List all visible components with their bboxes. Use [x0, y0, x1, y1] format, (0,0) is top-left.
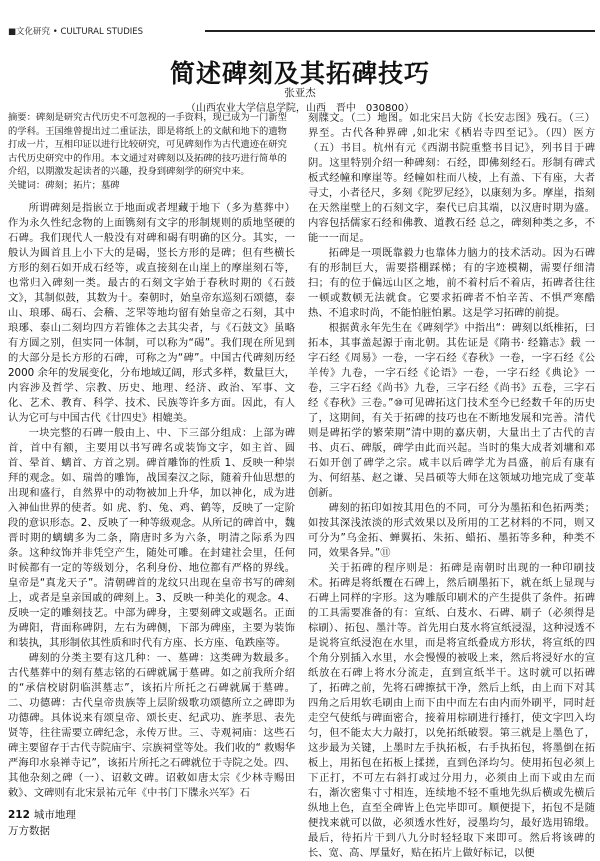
right-body: [308, 111, 595, 861]
body-paragraph: 碑刻的拓印如按其用色的不同，可分为墨拓和色拓两类；如按其深浅浓淡的形式效果以及所用的工艺材料的不同，则又可分为”乌金拓、蝉翼拓、朱拓、蜡拓、墨拓等多种，种类不同，效果各异。”⑪: [308, 502, 595, 559]
abstract: 摘要：碑刻是研究古代历史不可忽视的一手资料，现已成为一门新型的学科。王国维曾提出过二重证法，即是将纸上的文献和地下的遗物打成一片，互相印证以进行比较研究，可见碑刻作为古代遗迹在研究古代历史研究中的作用。本文通过对碑刻以及拓碑的技巧进行简单的介绍，以期激发起读者的兴趣，投身到碑刻学的研究中来。: [8, 112, 287, 178]
keywords: 关键词：碑刻；拓片；墓碑: [8, 179, 120, 191]
left-body: [8, 201, 295, 801]
author: 张亚杰: [284, 87, 316, 99]
header-rule: [205, 30, 595, 32]
database-watermark: 万方数据: [8, 825, 50, 837]
page-number: 212: [8, 809, 30, 821]
body-paragraph: 拓碑是一项既靠毅力也靠体力脑力的技术活动。因为石碑有的形制巨大，需要搭棚踩梯；有的字迹模糊，需要仔细清扫；有的位于偏远山区之地，前不着村后不着店，拓碑者往往一顿或数顿无法就食。它要求拓碑者不怕辛苦、不惧严寒酷热、不追求时尚，不能怕脏怕累。这是学习拓碑的前提。: [308, 247, 595, 319]
body-paragraph: 刻牒文。（二）地图。如北宋吕大防《长安志图》残石。（三）界至。古代各种界碑 ,如北宋《栖岩寺四至记》。（四）医方（五）书目。杭州有元《西湖书院重整书目记》，列书目于碑阴。这里特别介绍一种碑刻：石经，即佛刻经石。形制有碑式板式经幢和摩崖等。经幢如柱而八棱，上有盖、下有座，大者寻丈，小者径尺，多刻《陀罗尼经》，以康刻为多。摩崖，指刻在天然崖壁上的石刻文字，秦代已启其端，以汉唐时期为盛。内容包括儒家石经和佛教、道教石经 总之，碑刻种类之多，不能一一而足。: [308, 112, 595, 244]
section-header: ■文化研究 • CULTURAL STUDIES: [8, 27, 144, 37]
article-title: 简述碑刻及其拓碑技巧: [169, 59, 430, 88]
page-footer: [8, 807, 76, 822]
left-column: [8, 111, 295, 801]
right-column: [308, 111, 595, 859]
body-paragraph: 一块完整的石碑一般由上、中、下三部分组成：上部为碑首，首中有额，主要用以书写碑名或装饰文字，如主首、圆首、晕首、螭首、方首之别。碑首雕饰的性质 1、反映一种崇拜的观念。如、瑞兽的雕饰，战国秦汉之际，随着升仙思想的出现和盛行，自然界中的动物被加上升华，加以神化，成为进入神仙世界的使者。如 虎、豹、兔、鸡、鹤等，反映了一定阶段的意识形态。2、反映了一种等级观念。从所记的碑首中，魏晋时期的螭螭多为二条，隋唐时多为六条，明清之际系为四条。这种纹饰并非凭空产生，随处可雕。在封建社会里，任何时候都有一定的等级划分，名利身份、地位都有严格的界线。皇帝是“真龙天子”。清朝碑首的龙纹只出现在皇帝书写的碑刻上，或者是皇亲国戚的碑刻上。3、反映一种美化的观念。4、反映一定的雕刻技艺。中部为碑身，主要刻碑文或题名。正面为碑阳，背面称碑阴，左右为碑侧，下部为碑座，主要为装饰和装执，其形制依其性质和时代有方座、长方座、龟跌座等。: [8, 426, 295, 649]
affiliation: （山西农业大学信息学院，山西 晋中 030800）: [185, 103, 415, 114]
body-paragraph: 所谓碑刻是指嵌立于地面或者埋藏于地下（多为墓葬中）作为永久性纪念物的上面镌刻有文字的形制规则的质地坚硬的石碑。我们现代人一般没有对碑和碣有明确的区分。其实，一般认为圆首且上小下大的是碣，竖长方形的是碑；但有些横长方形的刻石如开成石经等，或直接刻在山崖上的摩崖刻石等，也常归入碑刻一类。最古的石刻文字始于春秋时期的《石鼓文》，其制似鼓，其数为十。秦朝时，始皇帝东巡刻石颂德，泰山、琅琊、碣石、会稽、芝罘等地均留有始皇帝之石刻，其中琅琊、泰山二刻均四方若锥体之去其尖者，与《石鼓文》虽略有方圆之别，但实同一体制，可以称为“碣”。我们现在所见到的大部分是长方形的石碑，可称之为“碑”。中国古代碑刻历经 2000 余年的发展变化，分布地域辽阔，形式多样，数量巨大，内容涉及哲学、宗教、历史、地理、经济、政治、军事、文化、艺术、教育、科学、技术、民族等许多方面。因此，有人认为它可与中国古代《廿四史》相媲美。: [8, 201, 295, 424]
body-paragraph: 根据黄永年先生在《碑刻学》中指出“：碑刻以纸椎拓，曰拓本，其事盖起源于南北朝。其佐证是《隋书· 经籍志》载 一字石经《周易》一卷，一字石经《春秋》一卷，一字石经《公羊传》九卷，一字石经《论语》一卷，一字石经《典论》一卷，三字石经《尚书》九卷，三字石经《尚书》五卷，三字石经《春秋》三卷。”⑩可见碑拓这门技术至今已经数千年的历史了，这期间，有关于拓碑的技巧也在不断地发展和完善。清代则是碑拓学的繁荣期”清中期的嘉庆朝，大量出土了古代的吉书、贞石、碑版，碑学由此而兴起。当时的集大成者刘墉和邓石如开创了碑学之宗。咸丰以后碑学尤为昌盛，前后有康有为、何绍基、赵之谦、吴昌硕等大师在这领域功地完成了变革创新。: [308, 322, 595, 499]
body-paragraph: 碑刻的分类主要有这几种：一、墓碑：这类碑为数最多。古代墓葬中的刻有墓志铭的石碑就属于墓碑。如之前我所介绍的“承信校尉阴临淇墓志”，该拓片所托之石碑就属于墓碑。二、功德碑：古代皇帝贵族等上层阶级歌功颂德所立之碑即为功德碑。具体说来有颂皇帝、颂长吏、纪武功、旌孝思、表先贤等，往往需要立碑纪念，永传万世。三、寺观祠庙：这些石碑主要留存于古代寺院庙宇、宗族祠堂等处。我们收的“ 救赐华严海印水泉禅寺记”，该拓片所托之石碑就位于寺院之处。四、其他杂刻之碑（一）、诏敕文碑。诏敕如唐太宗《少林寺赐田敕》、文碑则有北宋景祐元年《中书门下牒永兴军》石: [8, 651, 295, 799]
journal-name: 城市地理: [33, 809, 76, 821]
body-paragraph: 关于拓碑的程序则是：拓碑是南朝时出现的一种印刷技术。拓碑是将纸覆在石碑上，然后刷墨拓下，就在纸上显现与石碑上同样的字形。这为雕版印刷术的产生提供了条件。拓碑的工具需要准备的有：宣纸、白芨水、石碑、刷子（必须得是棕刷）、拓包、墨汁等。首先用白芨水将宣纸浸湿，这种浸透不是说将宣纸浸泡在水里，而是将宣纸叠成方形状，将宣纸的四个角分别插入水里，水会慢慢的被吸上来，然后将浸好水的宣纸放在石碑上将水分流走，直到宣纸半干。这时就可以拓碑了，拓碑之前，先将石碑擦拭干净，然后上纸，由上而下对其四角之后用软毛刷由上而下由中而左右由内而外刷平，同时赶走空气使纸与碑面密合，接着用棕刷进行捶打，使文字凹入均匀，但不能太大力敲打，以免拓纸破裂。第三就是上墨色了，这步最为关键，上墨时左手执拓板，右手执拓包，将墨倒在拓板上，用拓包在拓板上揉搓，直到色泽均匀。使用拓包必须上下正打，不可左右斜打或过分用力，必须由上而下或由左而右，渐次密集寸寸相连，连续地不轻不重地先纵后横或先横后纵地上色，直至全碑皆上色完毕即可。顺便提下，拓包不是随便找来就可以做，必须透水性好，浸墨均匀，最好选用锦缎。最后，待拓片干到八九分时轻轻取下来即可。然后将该碑的长、宽、高、厚量好，贴在拓片上做好标记，以便: [308, 562, 595, 859]
